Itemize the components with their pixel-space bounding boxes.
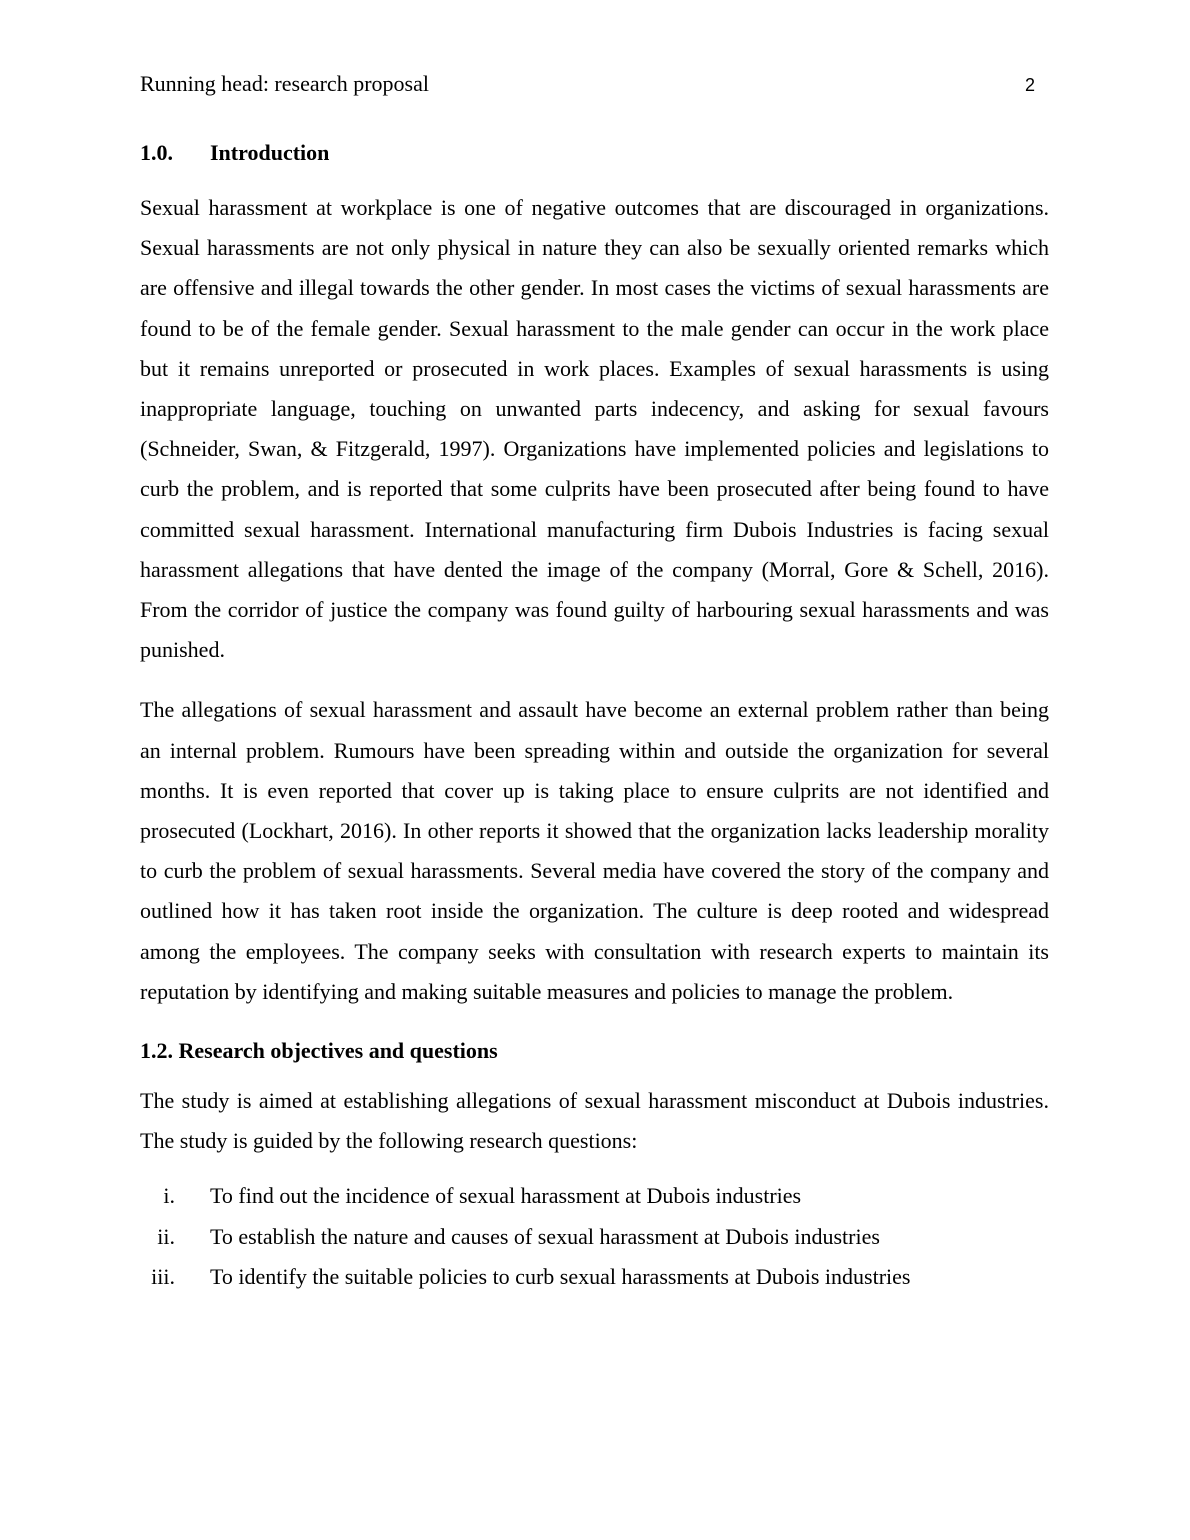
section-title: Introduction bbox=[210, 140, 330, 165]
page-number: 2 bbox=[1024, 75, 1035, 95]
list-item bbox=[140, 1217, 1049, 1258]
objectives-heading: 1.2. Research objectives and questions bbox=[140, 1038, 498, 1064]
list-item bbox=[140, 1257, 1049, 1298]
list-marker: ii. bbox=[157, 1223, 175, 1249]
list-marker: i. bbox=[163, 1183, 175, 1209]
page-header bbox=[140, 70, 1049, 100]
list-item-text: To find out the incidence of sexual harassment at Dubois industries bbox=[210, 1183, 802, 1209]
research-questions-list bbox=[140, 1176, 1049, 1298]
list-marker: iii. bbox=[151, 1264, 175, 1290]
section-number: 1.0. bbox=[140, 140, 173, 165]
list-item-text: To establish the nature and causes of sexual harassment at Dubois industries bbox=[210, 1223, 880, 1249]
introduction-paragraph-2: The allegations of sexual harassment and assault have become an external problem rather than being an internal problem. Rumours have been spreading within and outside the organization for several months. It is even reported that cover up is taking place to ensure culprits are not identified and prosecuted (Lockhart, 2016). In other reports it showed that the organization lacks leadership morality to curb the problem of sexual harassments. Several media have covered the story of the company and outlined how it has taken root inside the organization. The culture is deep rooted and widespread among the employees. The company seeks with consultation with research experts to maintain its reputation by identifying and making suitable measures and policies to manage the problem. bbox=[140, 697, 1049, 1004]
running-head: Running head: research proposal bbox=[140, 71, 429, 96]
introduction-paragraph-1: Sexual harassment at workplace is one of negative outcomes that are discouraged in organizations. Sexual harassments are not only physical in nature they can also be sexually oriented remarks which are offensive and illegal towards the other gender. In most cases the victims of sexual harassments are found to be of the female gender. Sexual harassment to the male gender can occur in the work place but it remains unreported or prosecuted in work places. Examples of sexual harassments is using inappropriate language, touching on unwanted parts indecency, and asking for sexual favours (Schneider, Swan, & Fitzgerald, 1997). Organizations have implemented policies and legislations to curb the problem, and is reported that some culprits have been prosecuted after being found to have committed sexual harassment. International manufacturing firm Dubois Industries is facing sexual harassment allegations that have dented the image of the company (Morral, Gore & Schell, 2016). From the corridor of justice the company was found guilty of harbouring sexual harassments and was punished. bbox=[140, 195, 1049, 663]
document-body bbox=[140, 138, 1049, 1298]
introduction-heading bbox=[140, 138, 1049, 168]
list-item-text: To identify the suitable policies to curb sexual harassments at Dubois industries bbox=[210, 1264, 911, 1290]
objectives-paragraph: The study is aimed at establishing allegations of sexual harassment misconduct at Dubois industries. The study is guided by the following research questions: bbox=[140, 1088, 1049, 1154]
list-item bbox=[140, 1176, 1049, 1217]
